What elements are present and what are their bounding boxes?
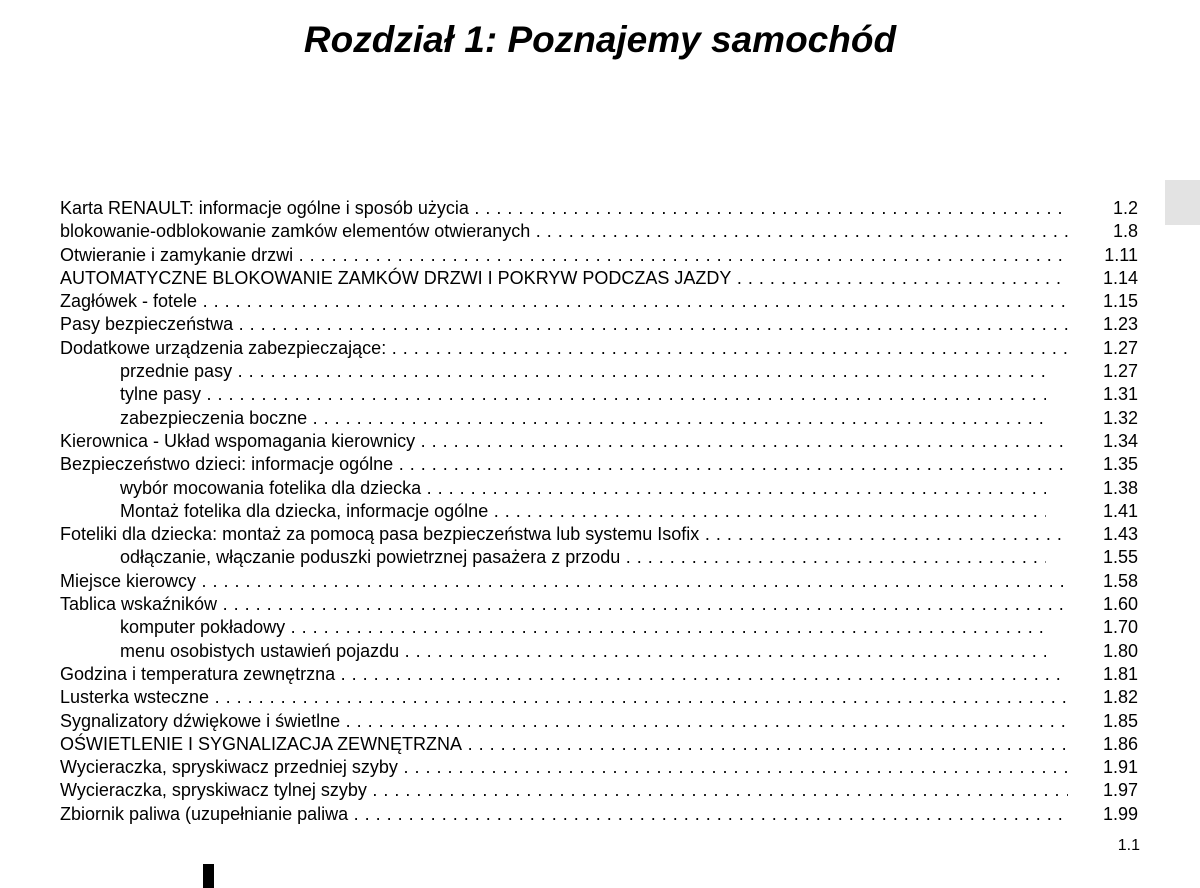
toc-entry-page: 1.97 (1103, 779, 1138, 802)
toc-entry-title: blokowanie-odblokowanie zamków elementów otwieranych (60, 221, 531, 242)
toc-subentry[interactable] (60, 616, 1140, 639)
toc-entry-label (60, 313, 1068, 336)
toc-entry-page: 1.27 (1103, 337, 1138, 360)
toc-subentry[interactable] (60, 640, 1140, 663)
toc-entry[interactable] (60, 663, 1140, 686)
toc-subentry[interactable] (60, 360, 1140, 383)
toc-entry-page: 1.99 (1103, 803, 1138, 826)
toc-entry-page: 1.86 (1103, 733, 1138, 756)
toc-entry[interactable] (60, 453, 1140, 476)
toc-entry[interactable] (60, 686, 1140, 709)
toc-entry-label (60, 756, 1068, 779)
toc-entry-label (120, 616, 1046, 639)
toc-entry-page: 1.70 (1103, 616, 1138, 639)
toc-entry-page: 1.15 (1103, 290, 1138, 313)
toc-entry-label (120, 383, 1046, 406)
toc-entry-label (60, 197, 1068, 220)
toc-subentry[interactable] (60, 407, 1140, 430)
toc-entry-label (60, 220, 1068, 243)
toc-entry-label (120, 500, 1046, 523)
toc-entry-label (60, 523, 1068, 546)
toc-entry-label (120, 360, 1046, 383)
toc-entry-label (120, 546, 1046, 569)
toc-entry-title: Wycieraczka, spryskiwacz przedniej szyby (60, 757, 398, 778)
toc-entry-page: 1.11 (1104, 244, 1138, 267)
toc-entry[interactable] (60, 337, 1140, 360)
toc-entry-page: 1.41 (1103, 500, 1138, 523)
toc-entry[interactable] (60, 290, 1140, 313)
toc-entry-title: Dodatkowe urządzenia zabezpieczające: (60, 337, 387, 358)
toc-entry[interactable] (60, 197, 1140, 220)
toc-subentry[interactable] (60, 477, 1140, 500)
toc-entry-title: Bezpieczeństwo dzieci: informacje ogólne (60, 454, 394, 475)
toc-entry-label (60, 779, 1068, 802)
toc-entry-page: 1.31 (1103, 383, 1138, 406)
toc-entry-title: AUTOMATYCZNE BLOKOWANIE ZAMKÓW DRZWI I POKRYW PODCZAS JAZDY (60, 267, 732, 288)
toc-entry-title: Miejsce kierowcy (60, 570, 197, 591)
toc-entry-label (60, 686, 1068, 709)
toc-entry-title: Pasy bezpieczeństwa (60, 314, 234, 335)
chapter-title: Rozdział 1: Poznajemy samochód (303, 19, 897, 60)
binding-mark (203, 864, 214, 888)
toc-entry-label (60, 570, 1068, 593)
toc-entry-label (60, 244, 1068, 267)
toc-entry-page: 1.8 (1113, 220, 1138, 243)
toc-entry-title: Karta RENAULT: informacje ogólne i sposób użycia (60, 198, 469, 218)
toc-entry-title: OŚWIETLENIE I SYGNALIZACJA ZEWNĘTRZNA (60, 733, 463, 754)
toc-entry-label (60, 430, 1068, 453)
toc-entry-page: 1.85 (1103, 710, 1138, 733)
toc-entry-page: 1.23 (1103, 313, 1138, 336)
toc-entry-label (120, 640, 1046, 663)
toc-entry-label (60, 710, 1068, 733)
toc-entry-page: 1.91 (1103, 756, 1138, 779)
toc-entry-label (60, 733, 1068, 756)
toc-entry-title: Otwieranie i zamykanie drzwi (60, 244, 294, 265)
toc-entry-title: Godzina i temperatura zewnętrzna (60, 663, 336, 684)
table-of-contents (60, 197, 1140, 826)
chapter-tab-marker (1165, 180, 1200, 225)
toc-entry-title: zabezpieczenia boczne (120, 407, 308, 428)
toc-entry-label (60, 337, 1068, 360)
toc-entry[interactable] (60, 220, 1140, 243)
toc-entry-label (60, 593, 1068, 616)
toc-entry-label (60, 663, 1068, 686)
toc-entry[interactable] (60, 710, 1140, 733)
toc-entry[interactable] (60, 523, 1140, 546)
toc-entry-page: 1.14 (1103, 267, 1138, 290)
toc-subentry[interactable] (60, 383, 1140, 406)
toc-entry-label (60, 453, 1068, 476)
toc-entry-page: 1.38 (1103, 477, 1138, 500)
toc-entry-title: Zagłówek - fotele (60, 291, 198, 312)
toc-entry-label (60, 803, 1068, 826)
toc-entry-title: Zbiornik paliwa (uzupełnianie paliwa (60, 803, 349, 824)
toc-entry-page: 1.32 (1103, 407, 1138, 430)
toc-entry-title: wybór mocowania fotelika dla dziecka (120, 477, 422, 498)
toc-entry-page: 1.58 (1103, 570, 1138, 593)
toc-entry[interactable] (60, 733, 1140, 756)
toc-entry[interactable] (60, 244, 1140, 267)
toc-entry-title: Sygnalizatory dźwiękowe i świetlne (60, 710, 341, 731)
toc-entry-title: odłączanie, włączanie poduszki powietrznej pasażera z przodu (120, 547, 621, 568)
toc-entry-page: 1.60 (1103, 593, 1138, 616)
toc-entry-page: 1.2 (1113, 197, 1138, 220)
toc-entry[interactable] (60, 430, 1140, 453)
toc-entry-title: Lusterka wsteczne (60, 687, 210, 708)
toc-subentry[interactable] (60, 500, 1140, 523)
toc-entry-page: 1.35 (1103, 453, 1138, 476)
toc-entry[interactable] (60, 756, 1140, 779)
toc-entry-page: 1.43 (1103, 523, 1138, 546)
toc-entry[interactable] (60, 803, 1140, 826)
toc-entry-title: Tablica wskaźników (60, 594, 218, 615)
toc-entry-page: 1.27 (1103, 360, 1138, 383)
toc-entry-label (60, 267, 1068, 290)
toc-entry-title: Montaż fotelika dla dziecka, informacje ogólne (120, 500, 489, 521)
toc-entry[interactable] (60, 779, 1140, 802)
toc-entry-page: 1.82 (1103, 686, 1138, 709)
toc-entry[interactable] (60, 267, 1140, 290)
page-number: 1.1 (1117, 837, 1140, 854)
toc-entry[interactable] (60, 570, 1140, 593)
toc-entry[interactable] (60, 593, 1140, 616)
toc-entry-title: Kierownica - Układ wspomagania kierownicy (60, 430, 416, 451)
toc-entry-label (120, 477, 1046, 500)
toc-entry-title: Wycieraczka, spryskiwacz tylnej szyby (60, 780, 367, 801)
toc-entry-page: 1.81 (1103, 663, 1138, 686)
toc-entry-title: Foteliki dla dziecka: montaż za pomocą pasa bezpieczeństwa lub systemu Isofix (60, 524, 700, 545)
toc-entry-page: 1.34 (1103, 430, 1138, 453)
toc-entry[interactable] (60, 313, 1140, 336)
toc-entry-title: komputer pokładowy (120, 617, 286, 638)
toc-entry-label (60, 290, 1068, 313)
toc-entry-title: tylne pasy (120, 384, 202, 405)
toc-entry-page: 1.55 (1103, 546, 1138, 569)
toc-entry-title: menu osobistych ustawień pojazdu (120, 640, 400, 661)
toc-entry-label (120, 407, 1046, 430)
toc-entry-title: przednie pasy (120, 361, 233, 382)
toc-entry-page: 1.80 (1103, 640, 1138, 663)
toc-subentry[interactable] (60, 546, 1140, 569)
